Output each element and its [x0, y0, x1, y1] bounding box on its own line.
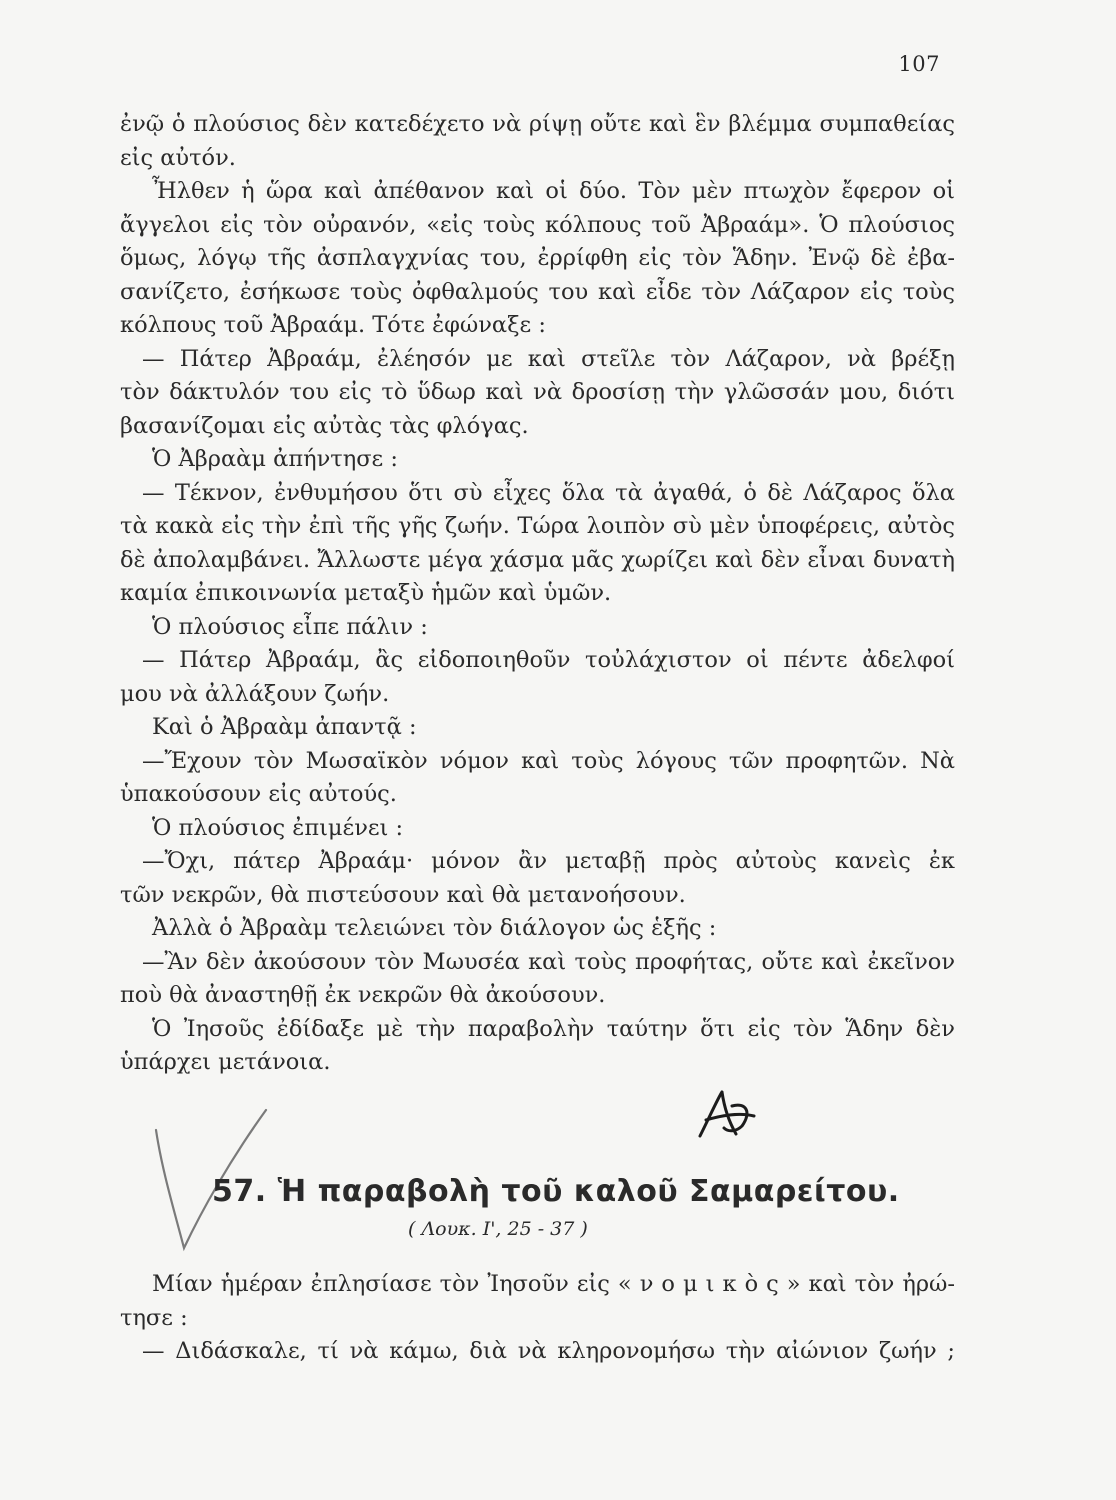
- text-line: — Πάτερ Ἀβραάμ, ἂς εἰδοποιηθοῦν τοὐλάχιστον οἱ πέντε ἀδελφοί: [142, 647, 955, 673]
- text-line: — Διδάσκαλε, τί νὰ κάμω, διὰ νὰ κληρονομήσω τὴν αἰώνιον ζωήν ;: [142, 1338, 955, 1364]
- section-reference: ( Λουκ. Ι', 25 - 37 ): [408, 1218, 588, 1240]
- text-line: δὲ ἀπολαμβάνει. Ἄλλωστε μέγα χάσμα μᾶς χωρίζει καὶ δὲν εἶναι δυνατὴ: [120, 546, 955, 573]
- text-line: ὑπάρχει μετάνοια.: [120, 1049, 331, 1075]
- text-line: τὸν δάκτυλόν του εἰς τὸ ὕδωρ καὶ νὰ δροσίσῃ τὴν γλῶσσάν μου, διότι: [120, 379, 955, 405]
- section-body-text: [120, 1268, 955, 1369]
- text-line: Ἦλθεν ἡ ὥρα καὶ ἀπέθανον καὶ οἱ δύο. Τὸν μὲν πτωχὸν ἔφερον οἱ: [152, 178, 955, 204]
- handwritten-signature-mark: [692, 1086, 762, 1146]
- text-line: ὑπακούσουν εἰς αὐτούς.: [120, 781, 397, 807]
- text-line: Ὁ Ἰησοῦς ἐδίδαξε μὲ τὴν παραβολὴν ταύτην ὅτι εἰς τὸν Ἅδην δὲν: [152, 1015, 955, 1042]
- text-line: —Ὄχι, πάτερ Ἀβραάμ· μόνον ἂν μεταβῇ πρὸς αὐτοὺς κανεὶς ἐκ: [142, 848, 955, 874]
- text-line: μου νὰ ἀλλάξουν ζωήν.: [120, 680, 390, 707]
- text-line: Ὁ πλούσιος ἐπιμένει :: [152, 814, 404, 841]
- text-line: Μίαν ἡμέραν ἐπλησίασε τὸν Ἰησοῦν εἰς « ν ο μ ι κ ὸ ς » καὶ τὸν ἠρώ-: [152, 1271, 955, 1297]
- text-line: — Τέκνον, ἐνθυμήσου ὅτι σὺ εἶχες ὅλα τὰ ἀγαθά, ὁ δὲ Λάζαρος ὅλα: [142, 479, 955, 506]
- page-number: 107: [898, 52, 940, 76]
- text-line: Καὶ ὁ Ἀβραὰμ ἀπαντᾷ :: [152, 714, 417, 740]
- text-line: —Ἔχουν τὸν Μωσαϊκὸν νόμον καὶ τοὺς λόγους τῶν προφητῶν. Νὰ: [142, 747, 955, 774]
- text-line: ἐνῷ ὁ πλούσιος δὲν κατεδέχετο νὰ ρίψῃ οὔτε καὶ ἓν βλέμμα συμπαθείας: [120, 111, 955, 137]
- text-line: Ὁ πλούσιος εἶπε πάλιν :: [152, 613, 428, 640]
- text-line: — Πάτερ Ἀβραάμ, ἐλέησόν με καὶ στεῖλε τὸν Λάζαρον, νὰ βρέξῃ: [142, 345, 955, 372]
- text-line: Ὁ Ἀβραὰμ ἀπήντησε :: [152, 446, 398, 472]
- text-line: σανίζετο, ἐσήκωσε τοὺς ὀφθαλμούς του καὶ εἶδε τὸν Λάζαρον εἰς τοὺς: [120, 278, 955, 305]
- text-line: τῶν νεκρῶν, θὰ πιστεύσουν καὶ θὰ μετανοήσουν.: [120, 881, 686, 908]
- text-line: ποὺ θὰ ἀναστηθῇ ἐκ νεκρῶν θὰ ἀκούσουν.: [120, 982, 606, 1008]
- text-line: ἄγγελοι εἰς τὸν οὐρανόν, «εἰς τοὺς κόλπους τοῦ Ἀβραάμ». Ὁ πλούσιος: [120, 211, 955, 238]
- text-line: τησε :: [120, 1304, 188, 1331]
- text-line: κόλπους τοῦ Ἀβραάμ. Τότε ἐφώναξε :: [120, 312, 546, 338]
- text-line: —Ἂν δὲν ἀκούσουν τὸν Μωυσέα καὶ τοὺς προφήτας, οὔτε καὶ ἐκεῖνον: [142, 948, 955, 975]
- body-text: [120, 108, 955, 1080]
- text-line: βασανίζομαι εἰς αὐτὰς τὰς φλόγας.: [120, 412, 529, 439]
- text-line: Ἀλλὰ ὁ Ἀβραὰμ τελειώνει τὸν διάλογον ὡς ἑξῆς :: [152, 915, 717, 941]
- text-line: ὅμως, λόγῳ τῆς ἀσπλαγχνίας του, ἐρρίφθη εἰς τὸν Ἅδην. Ἐνῷ δὲ ἐβα-: [120, 245, 955, 271]
- text-line: τὰ κακὰ εἰς τὴν ἐπὶ τῆς γῆς ζωήν. Τώρα λοιπὸν σὺ μὲν ὑποφέρεις, αὐτὸς: [120, 513, 955, 539]
- text-line: εἰς αὐτόν.: [120, 144, 236, 171]
- section-heading: 57. Ἡ παραβολὴ τοῦ καλοῦ Σαμαρείτου.: [212, 1174, 900, 1209]
- text-line: καμία ἐπικοινωνία μεταξὺ ἡμῶν καὶ ὑμῶν.: [120, 580, 612, 606]
